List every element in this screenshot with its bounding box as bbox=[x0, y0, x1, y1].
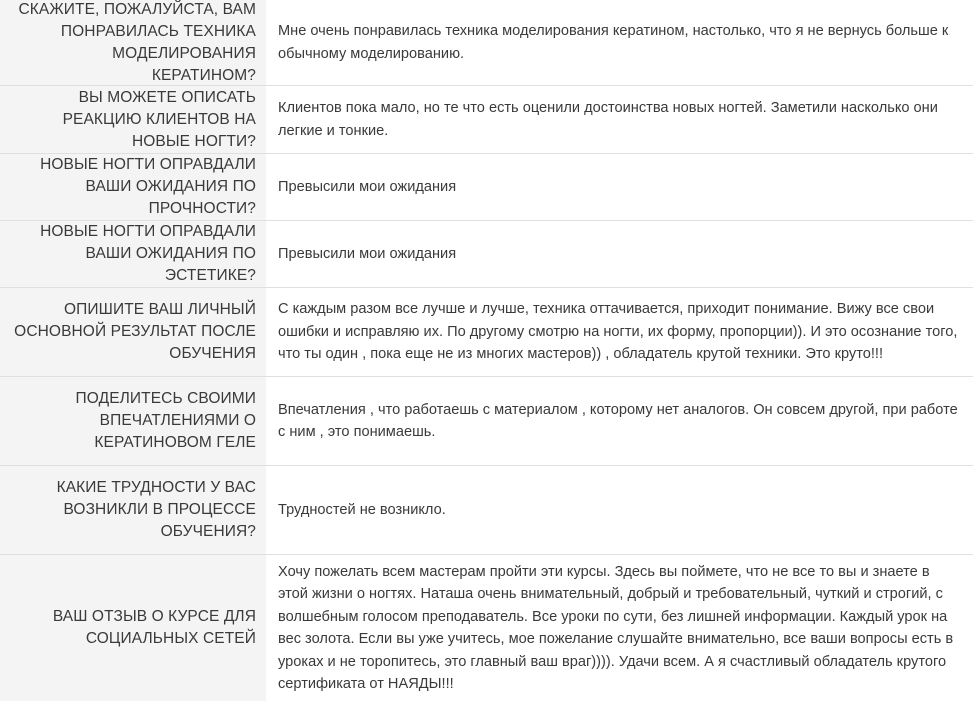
answer-cell bbox=[266, 0, 973, 85]
question-text: ПОДЕЛИТЕСЬ СВОИМИ ВПЕЧАТЛЕНИЯМИ О КЕРАТИНОВОМ ГЕЛЕ bbox=[75, 390, 256, 451]
table-row bbox=[0, 154, 973, 221]
question-cell bbox=[0, 555, 266, 701]
question-text: ОПИШИТЕ ВАШ ЛИЧНЫЙ ОСНОВНОЙ РЕЗУЛЬТАТ ПОСЛЕ ОБУЧЕНИЯ bbox=[14, 301, 256, 362]
question-cell bbox=[0, 154, 266, 220]
answer-text: Мне очень понравилась техника моделирования кератином, настолько, что я не вернусь больше к обычному моделированию. bbox=[278, 23, 949, 62]
answer-cell bbox=[266, 154, 973, 220]
table-row bbox=[0, 466, 973, 555]
table-row bbox=[0, 221, 973, 288]
question-text: ВАШ ОТЗЫВ О КУРСЕ ДЛЯ СОЦИАЛЬНЫХ СЕТЕЙ bbox=[52, 608, 256, 647]
question-cell bbox=[0, 221, 266, 287]
table-row bbox=[0, 555, 973, 701]
question-text: ВЫ МОЖЕТЕ ОПИСАТЬ РЕАКЦИЮ КЛИЕНТОВ НА НОВЫЕ НОГТИ? bbox=[62, 88, 256, 150]
table-row bbox=[0, 377, 973, 466]
table-row bbox=[0, 86, 973, 154]
table-row bbox=[0, 288, 973, 377]
answer-cell bbox=[266, 221, 973, 287]
question-cell bbox=[0, 377, 266, 465]
question-text: КАКИЕ ТРУДНОСТИ У ВАС ВОЗНИКЛИ В ПРОЦЕССЕ ОБУЧЕНИЯ? bbox=[56, 479, 256, 540]
question-text: НОВЫЕ НОГТИ ОПРАВДАЛИ ВАШИ ОЖИДАНИЯ ПО ПРОЧНОСТИ? bbox=[40, 156, 256, 217]
answer-cell bbox=[266, 555, 973, 701]
answer-cell bbox=[266, 288, 973, 376]
question-cell bbox=[0, 86, 266, 153]
answer-text: Клиентов пока мало, но те что есть оценили достоинства новых ногтей. Заметили насколько они легкие и тонкие. bbox=[278, 100, 938, 139]
table-row bbox=[0, 0, 973, 86]
answer-cell bbox=[266, 86, 973, 153]
question-cell bbox=[0, 0, 266, 85]
question-cell bbox=[0, 288, 266, 376]
answer-text: Хочу пожелать всем мастерам пройти эти курсы. Здесь вы поймете, что не все то вы и знаете в этой жизни о ногтях. Наташа очень внимательный, добрый и требовательный, чуткий и строгий, с волшебным голосом преподаватель. Все уроки по сути, без лишней информации. Каждый урок на вес золота. Если вы уже учитесь, мое пожелание слушайте внимательно, все ваши вопросы есть в уроках и не торопитесь, это главный ваш враг)))). Удачи всем. А я счастливый обладатель крутого сертификата от НАЯДЫ!!! bbox=[278, 563, 954, 692]
answer-cell bbox=[266, 466, 973, 554]
answer-text: С каждым разом все лучше и лучше, техника оттачивается, приходит понимание. Вижу все свои ошибки и исправляю их. По другому смотрю на ногти, их форму, пропорции)). И это осознание того, что ты один , пока еще не из многих мастеров)) , обладатель крутой техники. Это круто!!! bbox=[278, 301, 958, 363]
answer-cell bbox=[266, 377, 973, 465]
answer-text: Превысили мои ожидания bbox=[278, 245, 457, 262]
answer-text: Трудностей не возникло. bbox=[278, 501, 446, 518]
question-text: СКАЖИТЕ, ПОЖАЛУЙСТА, ВАМ ПОНРАВИЛАСЬ ТЕХНИКА МОДЕЛИРОВАНИЯ КЕРАТИНОМ? bbox=[18, 0, 256, 84]
answer-text: Впечатления , что работаешь с материалом , которому нет аналогов. Он совсем другой, при работе с ним , это понимаешь. bbox=[278, 401, 958, 440]
question-text: НОВЫЕ НОГТИ ОПРАВДАЛИ ВАШИ ОЖИДАНИЯ ПО ЭСТЕТИКЕ? bbox=[40, 223, 256, 284]
question-cell bbox=[0, 466, 266, 554]
answer-text: Превысили мои ожидания bbox=[278, 178, 457, 195]
